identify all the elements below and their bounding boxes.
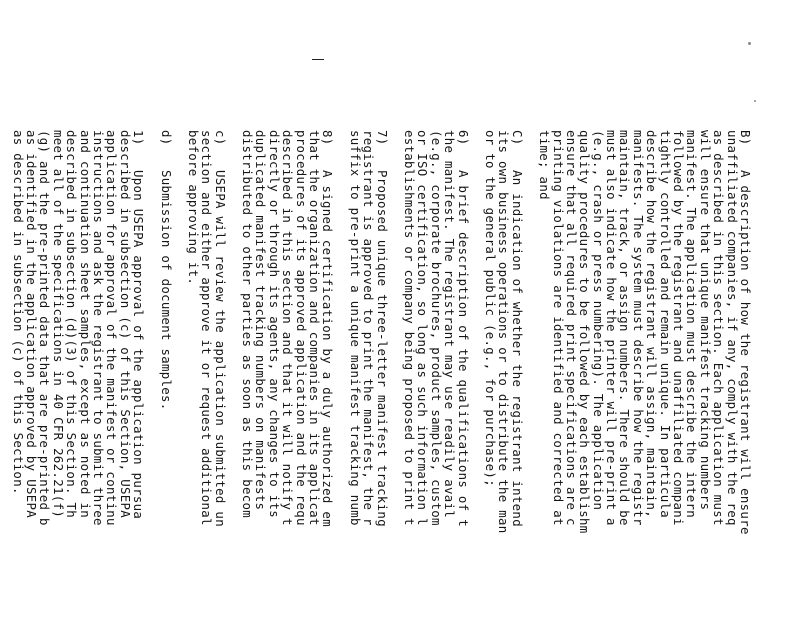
text-line [739, 130, 752, 618]
line-text: A description of how the registrant will ensure [738, 170, 753, 535]
line-text: Submission of document samples. [158, 170, 174, 411]
text-line [578, 130, 591, 618]
paragraph-label: 8) [320, 130, 336, 146]
paragraph-label: 7) [374, 130, 390, 146]
text-line [268, 130, 281, 618]
line-text: directly or through its agents, any changes to its [266, 130, 282, 518]
document-body [0, 130, 752, 618]
text-line [25, 130, 38, 618]
line-text: Upon USEPA approval of the application pursua [131, 170, 147, 520]
paragraph-b [538, 130, 752, 618]
text-line [11, 130, 24, 618]
text-line [618, 130, 631, 618]
text-line [403, 130, 416, 618]
line-text: USEPA will review the application submitted un [212, 170, 228, 527]
text-line [685, 130, 698, 618]
paragraph-8 [241, 130, 335, 618]
line-text: will ensure that unique manifest tracking numbers [697, 130, 713, 511]
line-text: described in subsection (c) of this Section, USEPA [117, 130, 133, 518]
text-line [712, 130, 725, 618]
text-line [51, 130, 64, 618]
text-line [213, 130, 226, 618]
line-text: time; and [537, 130, 553, 200]
line-text: tightly controlled and remain unique. In particula [657, 130, 673, 518]
text-line [78, 130, 91, 618]
line-text: as identified in the application approved by USEPA [24, 130, 40, 518]
paragraph-d [159, 130, 172, 618]
text-line [605, 130, 618, 618]
text-line [591, 130, 604, 618]
text-line [672, 130, 685, 618]
text-line [294, 130, 307, 618]
line-text: unaffiliated companies, if any, comply with the req [724, 130, 740, 526]
text-line [375, 130, 388, 618]
line-text: the manifest. The registrant may use readily avail [442, 130, 458, 518]
text-line [254, 130, 267, 618]
paragraph-c [187, 130, 227, 618]
line-text: manifest. The application must describe the intern [684, 130, 700, 518]
line-text: quality procedures to be followed by each establishm [577, 130, 593, 534]
paragraph-label: B) [738, 130, 753, 146]
line-text: suffix to pre-print a unique manifest tracking numb [347, 130, 363, 526]
line-text: as described in subsection (c) of this Section. [10, 130, 26, 495]
line-text: (g) and the pre-printed data that are pre-printed b [37, 130, 53, 526]
line-text: application for approval of the manifest or continu [104, 130, 120, 526]
text-line [200, 130, 213, 618]
text-line [510, 130, 523, 618]
line-text: meet all of the specifications in 40 CFR 262.21(f) [50, 130, 66, 518]
text-line [159, 130, 172, 618]
text-line [538, 130, 551, 618]
text-line [348, 130, 361, 618]
text-line [187, 130, 200, 618]
text-line [118, 130, 131, 618]
text-line [456, 130, 469, 618]
line-text: printing violations are identified and corrected at [550, 130, 566, 526]
text-line [484, 130, 497, 618]
text-line [429, 130, 442, 618]
text-line [416, 130, 429, 618]
text-line [443, 130, 456, 618]
line-text: followed by the registrant and unaffiliated compani [671, 130, 687, 526]
text-line [565, 130, 578, 618]
text-line [241, 130, 254, 618]
line-text: establishments or company being proposed to print t [402, 130, 418, 526]
paragraph-label: 6) [455, 130, 471, 146]
text-line [308, 130, 321, 618]
line-text: Proposed unique three-letter manifest tracking [374, 170, 390, 527]
line-text: A signed certification by a duly authorized em [320, 170, 336, 527]
text-line [38, 130, 51, 618]
line-text: ensure that all required print specifications are c [563, 130, 579, 526]
text-line [551, 130, 564, 618]
paragraph-7 [348, 130, 388, 618]
line-text: An indication of whether the registrant intend [509, 170, 525, 527]
text-line [725, 130, 738, 618]
text-line [105, 130, 118, 618]
line-text: described in this section and that it will notify t [280, 130, 296, 526]
text-line [645, 130, 658, 618]
line-text: as described in this section. Each application must [711, 130, 727, 526]
line-text: before approving it. [185, 130, 201, 286]
text-line [132, 130, 145, 618]
line-text: maintain, track, or assign numbers. There should be [617, 130, 633, 526]
text-line [281, 130, 294, 618]
paragraph-label: C) [509, 130, 525, 146]
text-line [698, 130, 711, 618]
paragraph-label: 1) [131, 130, 147, 146]
text-line [658, 130, 671, 618]
line-text: or to the general public (e.g., for purchase); [482, 130, 498, 487]
text-line [65, 130, 78, 618]
line-text: procedures of its approved application and the requ [293, 130, 309, 526]
paragraph-6 [403, 130, 470, 618]
text-line [321, 130, 334, 618]
line-text: distributed to other parties as soon as this becom [240, 130, 256, 518]
line-text: described in subsection (d)(3) of this Section. Th [64, 130, 80, 518]
line-text: its own business operations or to distribute the man [496, 130, 512, 534]
line-text: registrant is approved to print the manifest, the r [361, 130, 377, 526]
line-text: and continuation sheet samples, except as noted in [77, 130, 93, 518]
line-text: instructions and ask the registrant to submit three [90, 130, 106, 526]
paragraph-label: d) [158, 130, 174, 146]
text-line [497, 130, 510, 618]
line-text: duplicated manifest tracking numbers on manifests [253, 130, 269, 511]
line-text: manifests. The system must describe how the registr [630, 130, 646, 526]
line-text: or ISO certification, so long as such information l [415, 130, 431, 526]
line-text: section and either approve it or request additional [199, 130, 215, 526]
line-text: must also indicate how the printer will pre-print a [604, 130, 620, 526]
line-text: that the organization and companies in its applicat [307, 130, 323, 526]
paragraph-1 [11, 130, 145, 618]
paragraph-label: c) [212, 130, 228, 146]
paragraph-c [484, 130, 524, 618]
line-text: describe how the registrant will assign, maintain, [644, 130, 660, 518]
text-line [92, 130, 105, 618]
line-text: A brief description of the qualifications of t [455, 170, 471, 527]
line-text: (e.g., corporate brochures, product samples, custom [428, 130, 444, 526]
text-line [362, 130, 375, 618]
text-line [631, 130, 644, 618]
line-text: (e.g., crash or press numbering). The application [590, 130, 606, 511]
